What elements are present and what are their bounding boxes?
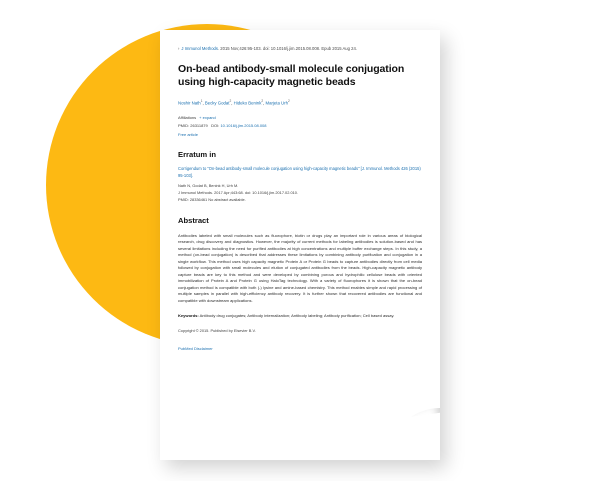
affiliations-label: Affiliations [178, 114, 197, 120]
author-name[interactable]: Hideko Benink [233, 100, 262, 106]
author-name[interactable]: Noshir Nath [178, 100, 201, 106]
author-affiliation-marker: 2 [261, 99, 264, 104]
erratum-authors: Nath N, Godat B, Benink H, Urh M. [178, 183, 239, 189]
journal-citation [178, 46, 422, 53]
abstract-heading: Abstract [178, 215, 209, 225]
pubmed-disclaimer-link[interactable]: PubMed Disclaimer [178, 346, 213, 352]
author-affiliation-marker: 2 [229, 99, 232, 104]
erratum-citation: J Immunol Methods. 2017 Apr;443:68. doi: 10.1016/j.jim.2017.02.010. [178, 189, 299, 195]
author-list: Noshir Nath$^1$, Becky Godat$^2$, Hideko Benink$^2$, Marjeta Urh$^2$ [178, 99, 290, 106]
pmid-label: PMID: [178, 123, 190, 129]
page-curl-mask [380, 411, 440, 460]
erratum-heading: Erratum in [178, 149, 216, 159]
document-sheet [160, 30, 440, 460]
author-affiliation-marker: 2 [287, 99, 290, 104]
author-name[interactable]: Marjeta Urh [265, 100, 288, 106]
author-name[interactable]: Becky Godat [204, 100, 230, 106]
journal-name-link[interactable]: J Immunol Methods [181, 46, 218, 51]
erratum-pmid: PMID: 28336461 No abstract available. [178, 196, 246, 202]
doi-link[interactable]: 10.1016/j.jim.2015.08.008 [220, 123, 267, 129]
article-title: On-bead antibody-small molecule conjugation using high-capacity magnetic beads [178, 62, 405, 89]
document-body [178, 46, 422, 352]
erratum-link[interactable]: Corrigendum to "On-bead antibody-small molecule conjugation using high-capacity magnetic beads" [J. Immunol. Methods 426 (2015) 95-103]. [178, 166, 421, 178]
journal-citation-text: . 2015 Nov;426:95-103. doi: 10.1016/j.jim.2015.08.008. Epub 2015 Aug 24. [217, 46, 357, 51]
author-affiliation-marker: 1 [200, 99, 203, 104]
identifiers-row [178, 123, 422, 129]
keywords-row [178, 313, 422, 319]
abstract-body [178, 233, 422, 305]
keywords-label: Keywords: [178, 312, 199, 318]
affiliations-expand-toggle[interactable]: + expand [199, 114, 216, 120]
pmid-value: 26311879 [190, 123, 208, 129]
free-article-link[interactable]: Free article [178, 132, 199, 138]
doi-label: DOI: [211, 123, 220, 129]
abstract-paragraph: Antibodies labeled with small molecules such as fluorophore, biotin or drugs play an important role in various areas of biological research, drug discovery and diagnostics. However, the majority of current methods for labeling antibodies is solution-based and has several limitations including the need for purified antibodies at high concentrations and multiple buffer exchange steps. In this study, a method (on-bead conjugation) is described that addresses these limitations by combining antibody purification and conjugation in a single workflow. This method uses high capacity magnetic Protein A or Protein G beads to capture antibodies directly from cell media followed by conjugation with small molecules and elution of conjugated antibodies from the beads. High-capacity magnetic antibody capture beads are key to this method and were developed by combining porous and hydrophilic cellulose beads with oriented immobilization of Protein A and Protein G using HaloTag technology. With a variety of fluorophores it is shown that the on-bead conjugation method is compatible with both (-) lysine and amine-based chemistry. This method enables simple and rapid processing of multiple samples in parallel with high-efficiency antibody recovery. It is further shown that recovered antibodies are functional and compatible with downstream applications. [178, 232, 422, 304]
keywords-text: Antibody drug conjugates; Antibody internalization; Antibody labeling; Antibody purification; Cell based assay. [199, 312, 395, 318]
chevron-right-icon: › [178, 46, 180, 51]
copyright-notice: Copyright © 2015. Published by Elsevier B.V. [178, 328, 256, 334]
affiliations-row [178, 115, 422, 121]
erratum-meta [178, 183, 422, 203]
